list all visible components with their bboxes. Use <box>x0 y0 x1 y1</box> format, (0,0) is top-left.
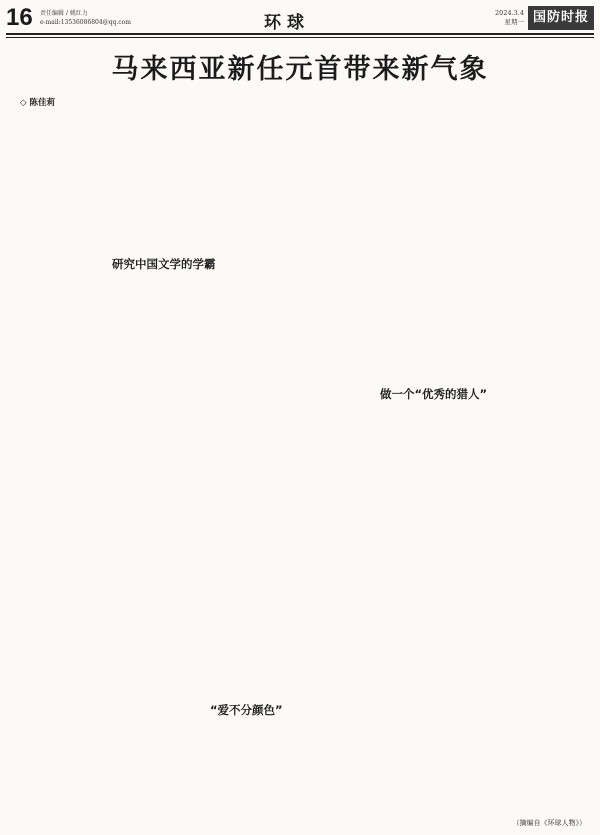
article-headline: 马来西亚新任元首带来新气象 <box>111 54 489 85</box>
email-line: e-mail:13536086804@qq.com <box>40 19 131 26</box>
section-title: 环球 <box>264 13 310 33</box>
column-3 <box>256 96 364 826</box>
column-4-top <box>362 96 470 368</box>
column-4-bottom <box>362 410 470 826</box>
column-2-top <box>138 96 246 242</box>
weekday-line: 星期一 <box>504 18 524 26</box>
column-2-mid <box>138 280 246 688</box>
column-1-bottom <box>20 726 128 826</box>
page-number: 16 <box>6 4 33 31</box>
column-2-bottom <box>138 726 246 826</box>
column-5-bottom <box>482 410 590 816</box>
editor-line: 责任编辑 / 姚红力 <box>40 10 88 17</box>
subhead-chinese-literature: 研究中国文学的学霸 <box>112 257 216 271</box>
newspaper-logo: 国防时报 <box>528 6 594 30</box>
issue-date <box>495 9 524 27</box>
header-rule-thin <box>6 37 594 38</box>
column-1-top <box>20 110 128 242</box>
column-5-top <box>482 96 590 368</box>
byline: ◇ 陈佳莉 <box>20 98 55 108</box>
column-1-mid <box>20 280 128 772</box>
header-rule <box>6 33 594 35</box>
source-note: （摘编自《环球人物》） <box>512 819 586 827</box>
editor-info <box>40 9 131 27</box>
subhead-excellent-hunter: 做一个“优秀的猎人” <box>380 387 488 401</box>
subhead-love-no-color: “爱不分颜色” <box>210 703 283 717</box>
date-line: 2024.3.4 <box>495 9 524 17</box>
masthead <box>6 6 594 32</box>
